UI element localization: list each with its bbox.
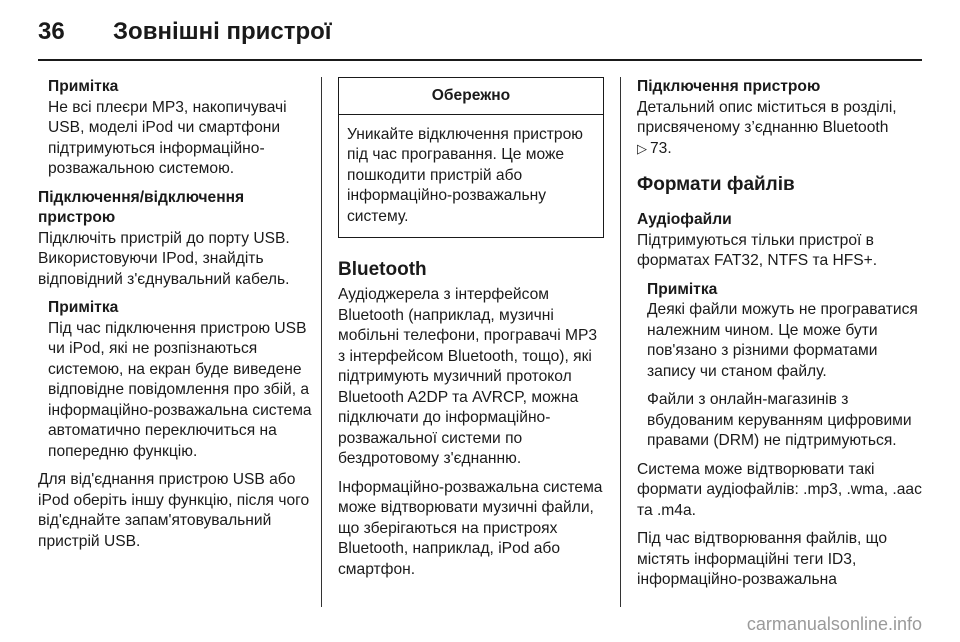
caution-title: Обережно [339, 78, 603, 115]
section-heading: Підключення пристрою [637, 78, 821, 95]
paragraph-text: Детальний опис міститься в розділі, присвяченому з’єднанню Bluetooth [637, 98, 897, 136]
caution-box [338, 77, 604, 238]
section-heading: Підключення/відключення пристрою [38, 188, 245, 226]
note-text: Під час підключення пристрою USB чи iPod, які не розпізнаються системою, на екран буде виведене відповідне повідомлення про збій, а інформаційно-розважальна система автоматично переключиться на попередню функцію. [48, 319, 312, 460]
page-reference[interactable]: 73. [650, 139, 672, 157]
caution-text: Уникайте відключення пристрою під час програвання. Це може пошкодити пристрій або інформаційно-розважальну систему. [347, 125, 583, 225]
column-1 [38, 77, 314, 560]
column-divider-2 [620, 77, 621, 607]
note-block [637, 280, 922, 452]
column-2 [338, 77, 604, 588]
note-text: Деякі файли можуть не програватися належним чином. Це може бути пов'язано з різними форматами запису чи станом файлу. [647, 301, 918, 380]
paragraph: Під час відтворювання файлів, що містять інформаційні теги ID3, інформаційно-розважальна [637, 530, 888, 588]
section-heading: Bluetooth [338, 259, 427, 280]
note-text: Не всі плеєри MP3, накопичувачі USB, моделі iPod чи смартфони підтримуються інформаційно-розважальною системою. [48, 98, 287, 177]
note-title: Примітка [48, 299, 119, 316]
paragraph: Система може відтворювати такі формати аудіофайлів: .mp3, .wma, .aac та .m4a. [637, 460, 922, 519]
subheading: Аудіофайли [637, 211, 732, 228]
paragraph: Підключіть пристрій до порту USB. Використовуючи IPod, знайдіть відповідний з'єднувальний кабель. [38, 229, 290, 288]
note-text: Файли з онлайн-магазинів з вбудованим керуванням цифровими правами (DRM) не підтримуються. [647, 391, 912, 449]
column-3 [637, 77, 922, 599]
note-title: Примітка [48, 78, 119, 95]
header-rule [38, 59, 922, 61]
watermark: carmanualsonline.info [746, 614, 922, 634]
paragraph: Для від'єднання пристрою USB або iPod оберіть іншу функцію, після чого від'єднайте запам'ятовувальний пристрій USB. [38, 471, 310, 550]
section-heading: Формати файлів [637, 174, 795, 195]
paragraph [637, 98, 922, 160]
page-number: 36 [38, 18, 65, 45]
note-block [38, 298, 314, 462]
column-divider-1 [321, 77, 322, 607]
paragraph: Підтримуються тільки пристрої в форматах FAT32, NTFS та HFS+. [637, 231, 878, 269]
page-header [38, 18, 332, 58]
paragraph: Аудіоджерела з інтерфейсом Bluetooth (наприклад, музичні мобільні телефони, програвачі MP3 з інтерфейсом Bluetooth, тощо), які підтримують музичний протокол Bluetooth A2DP та AVRCP, можна підключати до інформаційно-розважальної системи по бездротовому з'єднанню. [338, 286, 598, 467]
note-block [38, 77, 314, 180]
paragraph: Інформаційно-розважальна система може відтворювати музичні файли, що зберігаються на пристроях Bluetooth, наприклад, iPod або смартфон. [338, 478, 603, 578]
note-title: Примітка [647, 280, 718, 298]
page-title: Зовнішні пристрої [113, 18, 332, 45]
reference-arrow-icon: ▷ [637, 140, 647, 156]
